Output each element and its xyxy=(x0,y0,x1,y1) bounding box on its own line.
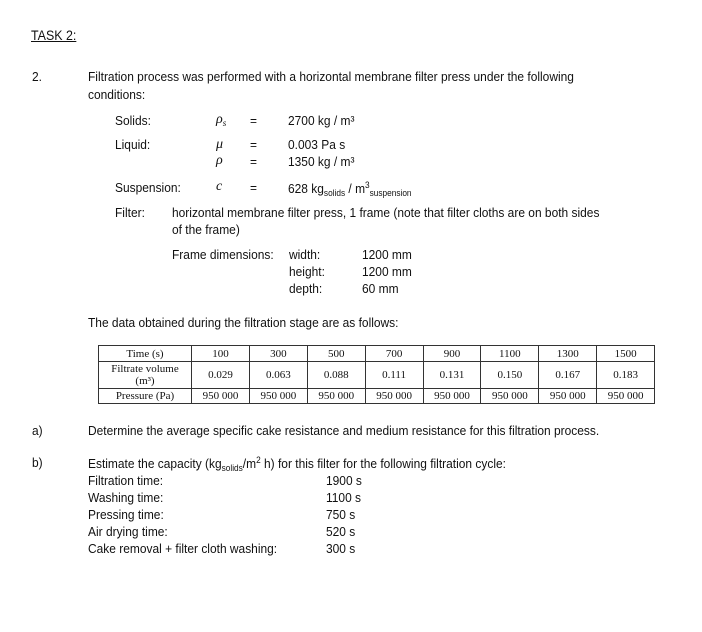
time-row xyxy=(99,346,655,362)
cycle-label-pressing: Pressing time: xyxy=(88,507,164,522)
part-b-label: b) xyxy=(32,455,43,470)
volume-cell: 0.183 xyxy=(597,362,655,389)
density-value: 1350 kg / m³ xyxy=(288,154,355,169)
cycle-label-washing: Washing time: xyxy=(88,490,164,505)
viscosity-equals: = xyxy=(250,137,257,152)
intro-line-1: Filtration process was performed with a horizontal membrane filter press under the following xyxy=(88,69,574,84)
pressure-header: Pressure (Pa) xyxy=(99,389,192,404)
part-a-label: a) xyxy=(32,423,43,438)
filtration-data-table xyxy=(98,345,655,404)
solids-value: 2700 kg / m³ xyxy=(288,113,355,128)
time-cell: 1100 xyxy=(481,346,539,362)
part-a-text: Determine the average specific cake resistance and medium resistance for this filtration process. xyxy=(88,423,600,438)
frame-depth-label: depth: xyxy=(289,281,323,296)
filter-description-line-1: horizontal membrane filter press, 1 frame (note that filter cloths are on both sides xyxy=(172,205,600,220)
time-cell: 900 xyxy=(423,346,481,362)
frame-width-value: 1200 mm xyxy=(362,247,412,262)
frame-width-label: width: xyxy=(289,247,321,262)
liquid-label: Liquid: xyxy=(115,137,151,152)
time-cell: 1300 xyxy=(539,346,597,362)
intro-line-2: conditions: xyxy=(88,87,146,102)
time-cell: 1500 xyxy=(597,346,655,362)
cycle-label-cake-removal: Cake removal + filter cloth washing: xyxy=(88,541,278,556)
pressure-cell: 950 000 xyxy=(249,389,307,404)
cycle-value-air-drying: 520 s xyxy=(326,524,356,539)
viscosity-symbol: μ xyxy=(216,137,224,152)
time-cell: 700 xyxy=(365,346,423,362)
cycle-value-pressing: 750 s xyxy=(326,507,356,522)
solids-equals: = xyxy=(250,113,257,128)
task-title: TASK 2: xyxy=(31,28,77,43)
cycle-value-filtration: 1900 s xyxy=(326,473,362,488)
pressure-cell: 950 000 xyxy=(192,389,250,404)
volume-row xyxy=(99,362,655,389)
volume-cell: 0.063 xyxy=(249,362,307,389)
pressure-cell: 950 000 xyxy=(365,389,423,404)
filter-description-line-2: of the frame) xyxy=(172,222,240,237)
data-intro: The data obtained during the filtration stage are as follows: xyxy=(88,315,399,330)
frame-depth-value: 60 mm xyxy=(362,281,399,296)
solids-label: Solids: xyxy=(115,113,151,128)
time-cell: 100 xyxy=(192,346,250,362)
viscosity-value: 0.003 Pa s xyxy=(288,137,346,152)
volume-cell: 0.131 xyxy=(423,362,481,389)
volume-cell: 0.088 xyxy=(307,362,365,389)
frame-height-label: height: xyxy=(289,264,325,279)
cycle-label-air-drying: Air drying time: xyxy=(88,524,168,539)
volume-cell: 0.167 xyxy=(539,362,597,389)
filter-label: Filter: xyxy=(115,205,145,220)
suspension-label: Suspension: xyxy=(115,180,181,195)
part-b-text: Estimate the capacity ($kg_{solids}/m^2$ h) for this filter for the following filtration cycle: xyxy=(88,455,506,473)
pressure-cell: 950 000 xyxy=(307,389,365,404)
concentration-value: 628 $kg_{solids} / m^3_{suspension}$ xyxy=(288,180,412,198)
time-header: Time (s) xyxy=(99,346,192,362)
pressure-cell: 950 000 xyxy=(539,389,597,404)
solids-symbol: $\rho_s$ xyxy=(216,112,227,128)
cycle-value-cake-removal: 300 s xyxy=(326,541,356,556)
frame-dimensions-label: Frame dimensions: xyxy=(172,247,274,262)
pressure-cell: 950 000 xyxy=(481,389,539,404)
volume-header: Filtrate volume (m³) xyxy=(99,362,192,389)
volume-cell: 0.111 xyxy=(365,362,423,389)
pressure-row xyxy=(99,389,655,404)
cycle-value-washing: 1100 s xyxy=(326,490,362,505)
density-symbol: ρ xyxy=(216,153,223,168)
question-number: 2. xyxy=(32,69,42,84)
volume-cell: 0.029 xyxy=(192,362,250,389)
pressure-cell: 950 000 xyxy=(423,389,481,404)
frame-height-value: 1200 mm xyxy=(362,264,412,279)
cycle-label-filtration: Filtration time: xyxy=(88,473,164,488)
time-cell: 300 xyxy=(249,346,307,362)
concentration-symbol: c xyxy=(216,179,223,194)
density-equals: = xyxy=(250,154,257,169)
volume-cell: 0.150 xyxy=(481,362,539,389)
time-cell: 500 xyxy=(307,346,365,362)
concentration-equals: = xyxy=(250,180,257,195)
pressure-cell: 950 000 xyxy=(597,389,655,404)
